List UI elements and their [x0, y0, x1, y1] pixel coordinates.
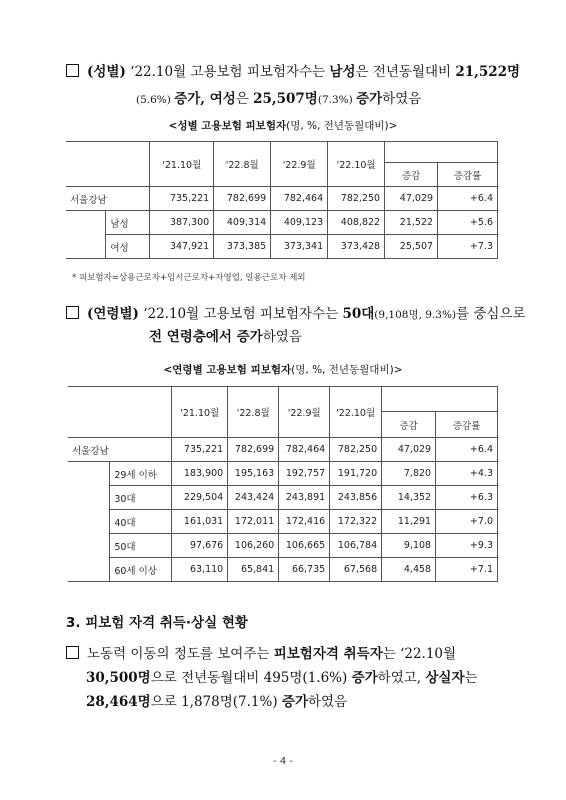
gender-paragraph-line2 — [136, 89, 421, 111]
cell: 14,352 — [382, 486, 436, 510]
text: 으로 전년동월대비 495명(1.6%) — [150, 670, 352, 686]
cell: 243,856 — [330, 486, 382, 510]
cell: +6.4 — [436, 438, 498, 462]
gender-table — [66, 141, 498, 259]
cell: 63,110 — [172, 558, 228, 582]
row-label: 여성 — [106, 235, 150, 259]
col-header: '22.8월 — [228, 387, 279, 438]
cell: 191,720 — [330, 462, 382, 486]
col-header: '22.10월 — [328, 142, 385, 187]
cell: 7,820 — [382, 462, 436, 486]
cell: 782,699 — [214, 187, 271, 211]
cell: +7.1 — [436, 558, 498, 582]
cell: 387,300 — [150, 211, 214, 235]
text-bold: 50대 — [342, 306, 375, 322]
cell: 243,424 — [228, 486, 279, 510]
cell: 408,822 — [328, 211, 385, 235]
age-paragraph-line1 — [66, 304, 526, 326]
cell: 243,891 — [279, 486, 330, 510]
age-paragraph-line2 — [149, 327, 302, 348]
cell: 172,416 — [279, 510, 330, 534]
text: ‘22.10월 고용보험 피보험자수는 — [138, 306, 343, 322]
caption-bold: <성별 고용보험 피보험자 — [168, 120, 287, 132]
cell: 229,504 — [172, 486, 228, 510]
col-header: '22.8월 — [214, 142, 271, 187]
cell: 195,163 — [228, 462, 279, 486]
table-footnote: * 피보험자=상용근로자+임시근로자+자영업, 일용근로자 제외 — [72, 273, 306, 283]
text: 하였음 — [382, 91, 422, 107]
text-bold: 증가 — [356, 91, 383, 107]
text-bold: 28,464명 — [86, 694, 151, 710]
text: 으로 1,878명(7.1%) — [150, 694, 282, 710]
table-row — [66, 211, 498, 235]
text-bold: 25,507명 — [253, 91, 318, 107]
header-empty — [66, 142, 150, 187]
col-header: 증감률 — [436, 412, 498, 438]
table-row — [68, 534, 498, 558]
header-empty — [68, 387, 172, 438]
cell: 4,458 — [382, 558, 436, 582]
checkbox-bullet-icon — [66, 64, 79, 77]
cell: 782,464 — [271, 187, 328, 211]
cell: 106,260 — [228, 534, 279, 558]
col-header: '21.10월 — [150, 142, 214, 187]
indent-cell — [68, 462, 110, 582]
cell: 11,291 — [382, 510, 436, 534]
text: 은 전년동월대비 — [355, 64, 456, 80]
section-heading: 3. 피보험 자격 취득·상실 현황 — [66, 615, 248, 631]
acquisition-paragraph-line3 — [86, 692, 347, 713]
col-header: '22.9월 — [271, 142, 328, 187]
cell: 172,011 — [228, 510, 279, 534]
cell: 373,385 — [214, 235, 271, 259]
age-label: (연령별) — [87, 306, 139, 322]
cell: 183,900 — [172, 462, 228, 486]
cell: 782,699 — [228, 438, 279, 462]
cell: +6.3 — [436, 486, 498, 510]
text: (5.6%) — [136, 94, 175, 106]
cell: 409,314 — [214, 211, 271, 235]
cell: +6.4 — [438, 187, 498, 211]
col-header: '22.10월 — [330, 387, 382, 438]
row-label: 29세 이하 — [110, 462, 172, 486]
age-table — [68, 386, 498, 582]
row-label: 서울강남 — [66, 187, 150, 211]
table-row — [68, 486, 498, 510]
text: 는 ‘22.10월 — [382, 646, 457, 662]
age-table-caption — [0, 362, 566, 377]
cell: 373,428 — [328, 235, 385, 259]
text: 노동력 이동의 정도를 보여주는 — [87, 646, 274, 662]
acquisition-paragraph-line1 — [66, 644, 456, 665]
text: 하였음 — [262, 329, 302, 345]
col-header: 증감 — [382, 412, 436, 438]
cell: 409,123 — [271, 211, 328, 235]
cell: +5.6 — [438, 211, 498, 235]
table-row — [66, 187, 498, 211]
cell: 782,250 — [330, 438, 382, 462]
indent-cell — [66, 211, 106, 259]
cell: 97,676 — [172, 534, 228, 558]
table-row — [68, 510, 498, 534]
cell: 106,665 — [279, 534, 330, 558]
cell: 192,757 — [279, 462, 330, 486]
page-number: - 4 - — [273, 756, 293, 767]
header-spacer — [382, 387, 498, 412]
table-row — [66, 235, 498, 259]
row-label: 남성 — [106, 211, 150, 235]
text-bold: 상실자 — [425, 670, 465, 686]
row-label: 서울강남 — [68, 438, 172, 462]
cell: +9.3 — [436, 534, 498, 558]
cell: 67,568 — [330, 558, 382, 582]
cell: 65,841 — [228, 558, 279, 582]
checkbox-bullet-icon — [66, 306, 79, 319]
cell: +7.0 — [436, 510, 498, 534]
text-bold: 증가 — [281, 694, 308, 710]
table-row — [68, 558, 498, 582]
text: 를 중심으로 — [456, 306, 526, 322]
text: ‘22.10월 고용보험 피보험자수는 — [125, 64, 330, 80]
cell: +4.3 — [436, 462, 498, 486]
gender-paragraph-line1 — [66, 62, 520, 83]
row-label: 40대 — [110, 510, 172, 534]
cell: 47,029 — [385, 187, 438, 211]
cell: 782,464 — [279, 438, 330, 462]
text: 은 — [235, 91, 254, 107]
acquisition-paragraph-line2 — [86, 668, 478, 689]
cell: +7.3 — [438, 235, 498, 259]
text: (9,108명, 9.3%) — [374, 309, 457, 321]
col-header: 증감률 — [438, 163, 498, 187]
text: 하였고, — [377, 670, 426, 686]
row-label: 50대 — [110, 534, 172, 558]
gender-table-caption — [0, 118, 566, 133]
cell: 161,031 — [172, 510, 228, 534]
caption-bold: <연령별 고용보험 피보험자 — [163, 364, 292, 376]
col-header: '21.10월 — [172, 387, 228, 438]
row-label: 30대 — [110, 486, 172, 510]
checkbox-bullet-icon — [66, 646, 79, 659]
cell: 172,322 — [330, 510, 382, 534]
cell: 373,341 — [271, 235, 328, 259]
text-bold: 증가 — [351, 670, 378, 686]
cell: 735,221 — [150, 187, 214, 211]
cell: 21,522 — [385, 211, 438, 235]
col-header: '22.9월 — [279, 387, 330, 438]
text: 는 — [464, 670, 478, 686]
text-bold: 21,522명 — [455, 64, 521, 80]
text-bold: 피보험자격 취득자 — [273, 646, 383, 662]
row-label: 60세 이상 — [110, 558, 172, 582]
gender-label: (성별) — [87, 64, 126, 80]
cell: 9,108 — [382, 534, 436, 558]
text-bold: 증가, 여성 — [174, 91, 236, 107]
cell: 347,921 — [150, 235, 214, 259]
cell: 106,784 — [330, 534, 382, 558]
table-row — [68, 438, 498, 462]
text: (7.3%) — [317, 94, 357, 106]
text-bold: 전 연령층에서 증가 — [149, 329, 263, 345]
text-bold: 남성 — [329, 64, 356, 80]
text: 하였음 — [308, 694, 348, 710]
caption-text: (명, %, 전년동월대비)> — [286, 120, 398, 132]
cell: 735,221 — [172, 438, 228, 462]
table-row — [68, 462, 498, 486]
cell: 47,029 — [382, 438, 436, 462]
cell: 25,507 — [385, 235, 438, 259]
header-spacer — [385, 142, 498, 163]
col-header: 증감 — [385, 163, 438, 187]
caption-text: (명, %, 전년동월대비)> — [291, 364, 403, 376]
text-bold: 30,500명 — [86, 670, 151, 686]
cell: 66,735 — [279, 558, 330, 582]
cell: 782,250 — [328, 187, 385, 211]
